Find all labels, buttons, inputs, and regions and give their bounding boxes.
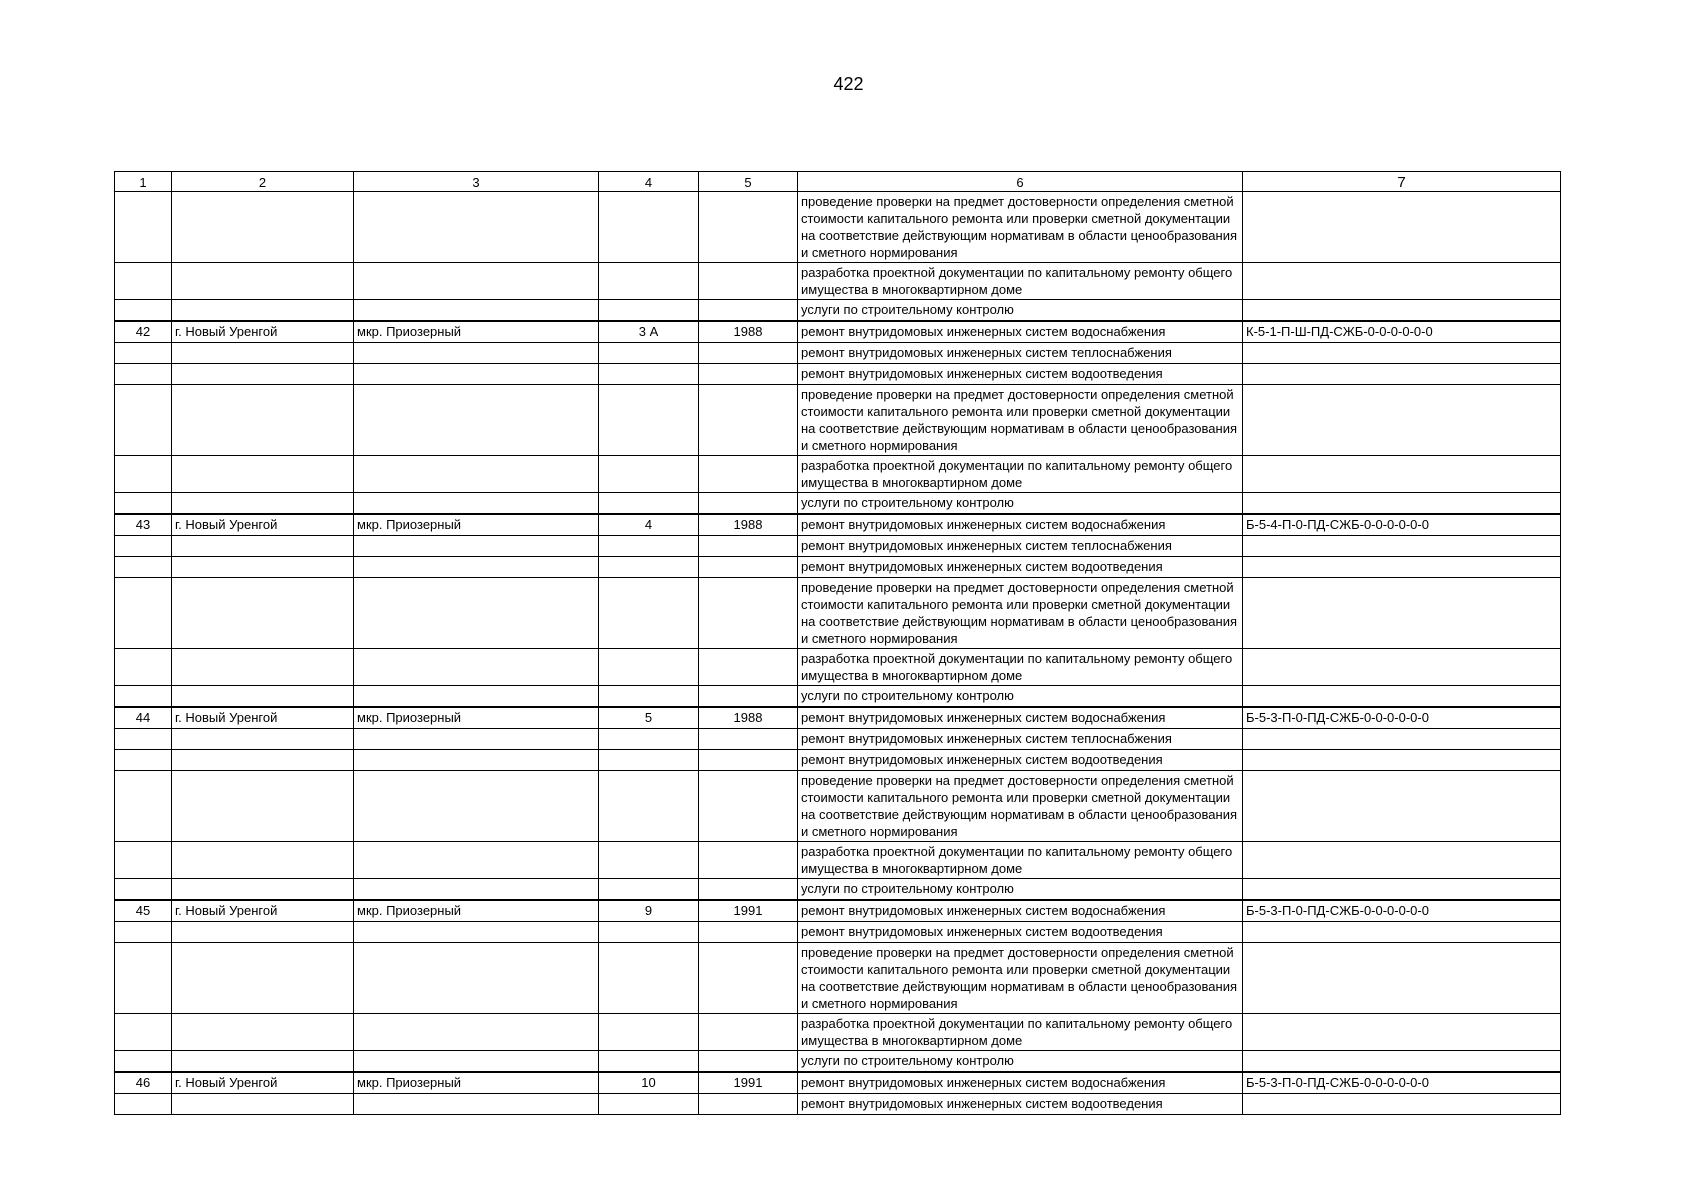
row-number-cell bbox=[115, 1094, 172, 1115]
house-number-cell bbox=[599, 922, 699, 943]
code-cell bbox=[1243, 879, 1561, 901]
work-type-cell: услуги по строительному контролю bbox=[798, 686, 1243, 708]
city-cell: г. Новый Уренгой bbox=[172, 514, 354, 536]
house-number-cell: 5 bbox=[599, 707, 699, 729]
street-cell bbox=[354, 557, 599, 578]
house-number-cell: 3 А bbox=[599, 321, 699, 343]
work-type-cell: услуги по строительному контролю bbox=[798, 879, 1243, 901]
work-type-cell: ремонт внутридомовых инженерных систем водоотведения bbox=[798, 922, 1243, 943]
year-cell bbox=[699, 1051, 798, 1073]
street-cell bbox=[354, 536, 599, 557]
work-type-cell: услуги по строительному контролю bbox=[798, 300, 1243, 322]
street-cell bbox=[354, 842, 599, 879]
year-cell bbox=[699, 1014, 798, 1051]
house-number-cell bbox=[599, 343, 699, 364]
code-cell bbox=[1243, 943, 1561, 1014]
header-col-1: 1 bbox=[115, 172, 172, 192]
code-cell bbox=[1243, 364, 1561, 385]
row-number-cell bbox=[115, 364, 172, 385]
city-cell bbox=[172, 879, 354, 901]
street-cell: мкр. Приозерный bbox=[354, 1072, 599, 1094]
table-row bbox=[115, 1014, 1561, 1051]
street-cell bbox=[354, 493, 599, 515]
street-cell: мкр. Приозерный bbox=[354, 321, 599, 343]
table-row bbox=[115, 456, 1561, 493]
table-row bbox=[115, 578, 1561, 649]
work-type-cell: проведение проверки на предмет достоверности определения сметной стоимости капитального ремонта или проверки сметной документации на соответствие действующим нормативам в области ценообразования и сметного нормирования bbox=[798, 192, 1243, 263]
year-cell bbox=[699, 649, 798, 686]
table-row bbox=[115, 1072, 1561, 1094]
code-cell bbox=[1243, 263, 1561, 300]
table-row bbox=[115, 343, 1561, 364]
work-type-cell: ремонт внутридомовых инженерных систем водоснабжения bbox=[798, 900, 1243, 922]
work-type-cell: проведение проверки на предмет достоверности определения сметной стоимости капитального ремонта или проверки сметной документации на соответствие действующим нормативам в области ценообразования и сметного нормирования bbox=[798, 385, 1243, 456]
table-row bbox=[115, 879, 1561, 901]
city-cell bbox=[172, 493, 354, 515]
table-row bbox=[115, 321, 1561, 343]
street-cell bbox=[354, 1051, 599, 1073]
row-number-cell: 42 bbox=[115, 321, 172, 343]
city-cell bbox=[172, 1051, 354, 1073]
city-cell bbox=[172, 729, 354, 750]
row-number-cell bbox=[115, 729, 172, 750]
city-cell bbox=[172, 649, 354, 686]
city-cell bbox=[172, 456, 354, 493]
year-cell bbox=[699, 385, 798, 456]
code-cell bbox=[1243, 343, 1561, 364]
street-cell bbox=[354, 578, 599, 649]
code-cell bbox=[1243, 557, 1561, 578]
code-cell bbox=[1243, 192, 1561, 263]
row-number-cell bbox=[115, 879, 172, 901]
street-cell bbox=[354, 456, 599, 493]
code-cell bbox=[1243, 649, 1561, 686]
row-number-cell bbox=[115, 300, 172, 322]
work-type-cell: ремонт внутридомовых инженерных систем водоотведения bbox=[798, 1094, 1243, 1115]
code-cell bbox=[1243, 578, 1561, 649]
row-number-cell bbox=[115, 686, 172, 708]
house-number-cell bbox=[599, 578, 699, 649]
work-type-cell: ремонт внутридомовых инженерных систем теплоснабжения bbox=[798, 343, 1243, 364]
header-col-2: 2 bbox=[172, 172, 354, 192]
street-cell bbox=[354, 385, 599, 456]
street-cell: мкр. Приозерный bbox=[354, 900, 599, 922]
work-type-cell: разработка проектной документации по капитальному ремонту общего имущества в многоквартирном доме bbox=[798, 842, 1243, 879]
code-cell bbox=[1243, 750, 1561, 771]
row-number-cell bbox=[115, 192, 172, 263]
city-cell bbox=[172, 750, 354, 771]
house-number-cell bbox=[599, 686, 699, 708]
street-cell bbox=[354, 943, 599, 1014]
house-number-cell bbox=[599, 649, 699, 686]
code-cell: Б-5-3-П-0-ПД-СЖБ-0-0-0-0-0-0 bbox=[1243, 900, 1561, 922]
work-type-cell: ремонт внутридомовых инженерных систем водоснабжения bbox=[798, 707, 1243, 729]
table-row bbox=[115, 536, 1561, 557]
code-cell bbox=[1243, 922, 1561, 943]
header-col-4: 4 bbox=[599, 172, 699, 192]
code-cell bbox=[1243, 729, 1561, 750]
code-cell: Б-5-3-П-0-ПД-СЖБ-0-0-0-0-0-0 bbox=[1243, 707, 1561, 729]
year-cell bbox=[699, 1094, 798, 1115]
work-type-cell: услуги по строительному контролю bbox=[798, 1051, 1243, 1073]
street-cell bbox=[354, 343, 599, 364]
table-row bbox=[115, 263, 1561, 300]
year-cell bbox=[699, 456, 798, 493]
street-cell bbox=[354, 364, 599, 385]
header-row bbox=[115, 172, 1561, 192]
work-type-cell: ремонт внутридомовых инженерных систем теплоснабжения bbox=[798, 729, 1243, 750]
house-number-cell bbox=[599, 1094, 699, 1115]
table-row bbox=[115, 842, 1561, 879]
street-cell bbox=[354, 263, 599, 300]
table-row bbox=[115, 1051, 1561, 1073]
work-type-cell: разработка проектной документации по капитальному ремонту общего имущества в многоквартирном доме bbox=[798, 649, 1243, 686]
house-number-cell: 10 bbox=[599, 1072, 699, 1094]
code-cell bbox=[1243, 686, 1561, 708]
house-number-cell bbox=[599, 300, 699, 322]
house-number-cell bbox=[599, 493, 699, 515]
row-number-cell bbox=[115, 1051, 172, 1073]
year-cell bbox=[699, 536, 798, 557]
street-cell bbox=[354, 879, 599, 901]
city-cell bbox=[172, 578, 354, 649]
work-type-cell: ремонт внутридомовых инженерных систем водоснабжения bbox=[798, 321, 1243, 343]
city-cell bbox=[172, 300, 354, 322]
header-col-6: 6 bbox=[798, 172, 1243, 192]
house-number-cell bbox=[599, 536, 699, 557]
year-cell bbox=[699, 943, 798, 1014]
city-cell: г. Новый Уренгой bbox=[172, 900, 354, 922]
work-type-cell: проведение проверки на предмет достоверности определения сметной стоимости капитального ремонта или проверки сметной документации на соответствие действующим нормативам в области ценообразования и сметного нормирования bbox=[798, 943, 1243, 1014]
work-type-cell: разработка проектной документации по капитальному ремонту общего имущества в многоквартирном доме bbox=[798, 456, 1243, 493]
row-number-cell bbox=[115, 771, 172, 842]
code-cell bbox=[1243, 842, 1561, 879]
street-cell bbox=[354, 192, 599, 263]
table-row bbox=[115, 649, 1561, 686]
year-cell bbox=[699, 557, 798, 578]
row-number-cell bbox=[115, 557, 172, 578]
street-cell bbox=[354, 686, 599, 708]
year-cell bbox=[699, 771, 798, 842]
street-cell bbox=[354, 922, 599, 943]
table-header bbox=[115, 172, 1561, 192]
year-cell bbox=[699, 879, 798, 901]
row-number-cell: 44 bbox=[115, 707, 172, 729]
street-cell bbox=[354, 750, 599, 771]
code-cell bbox=[1243, 1051, 1561, 1073]
work-type-cell: ремонт внутридомовых инженерных систем водоотведения bbox=[798, 557, 1243, 578]
work-type-cell: проведение проверки на предмет достоверности определения сметной стоимости капитального ремонта или проверки сметной документации на соответствие действующим нормативам в области ценообразования и сметного нормирования bbox=[798, 578, 1243, 649]
house-number-cell bbox=[599, 771, 699, 842]
row-number-cell bbox=[115, 1014, 172, 1051]
work-type-cell: ремонт внутридомовых инженерных систем теплоснабжения bbox=[798, 536, 1243, 557]
row-number-cell bbox=[115, 578, 172, 649]
row-number-cell: 43 bbox=[115, 514, 172, 536]
year-cell bbox=[699, 343, 798, 364]
city-cell: г. Новый Уренгой bbox=[172, 1072, 354, 1094]
table-row bbox=[115, 750, 1561, 771]
house-number-cell bbox=[599, 1051, 699, 1073]
year-cell bbox=[699, 364, 798, 385]
code-cell bbox=[1243, 1014, 1561, 1051]
year-cell: 1988 bbox=[699, 707, 798, 729]
header-col-7: 7 bbox=[1243, 172, 1561, 192]
street-cell: мкр. Приозерный bbox=[354, 514, 599, 536]
work-type-cell: ремонт внутридомовых инженерных систем водоснабжения bbox=[798, 1072, 1243, 1094]
year-cell: 1988 bbox=[699, 321, 798, 343]
house-number-cell bbox=[599, 456, 699, 493]
table-row bbox=[115, 493, 1561, 515]
city-cell bbox=[172, 771, 354, 842]
city-cell bbox=[172, 1014, 354, 1051]
row-number-cell: 46 bbox=[115, 1072, 172, 1094]
street-cell bbox=[354, 649, 599, 686]
year-cell bbox=[699, 493, 798, 515]
table-body bbox=[115, 192, 1561, 1115]
table-row bbox=[115, 729, 1561, 750]
table-row bbox=[115, 364, 1561, 385]
year-cell bbox=[699, 842, 798, 879]
table-row bbox=[115, 557, 1561, 578]
house-number-cell bbox=[599, 842, 699, 879]
work-type-cell: проведение проверки на предмет достоверности определения сметной стоимости капитального ремонта или проверки сметной документации на соответствие действующим нормативам в области ценообразования и сметного нормирования bbox=[798, 771, 1243, 842]
work-type-cell: разработка проектной документации по капитальному ремонту общего имущества в многоквартирном доме bbox=[798, 1014, 1243, 1051]
house-number-cell bbox=[599, 1014, 699, 1051]
table-row bbox=[115, 771, 1561, 842]
year-cell bbox=[699, 300, 798, 322]
code-cell bbox=[1243, 1094, 1561, 1115]
city-cell bbox=[172, 842, 354, 879]
code-cell: Б-5-4-П-0-ПД-СЖБ-0-0-0-0-0-0 bbox=[1243, 514, 1561, 536]
page-number: 422 bbox=[833, 74, 864, 94]
code-cell bbox=[1243, 536, 1561, 557]
year-cell bbox=[699, 750, 798, 771]
house-number-cell bbox=[599, 364, 699, 385]
house-number-cell bbox=[599, 879, 699, 901]
house-number-cell: 4 bbox=[599, 514, 699, 536]
code-cell bbox=[1243, 456, 1561, 493]
row-number-cell bbox=[115, 842, 172, 879]
city-cell bbox=[172, 557, 354, 578]
street-cell: мкр. Приозерный bbox=[354, 707, 599, 729]
city-cell bbox=[172, 1094, 354, 1115]
city-cell bbox=[172, 263, 354, 300]
city-cell bbox=[172, 686, 354, 708]
year-cell bbox=[699, 578, 798, 649]
row-number-cell bbox=[115, 385, 172, 456]
table-row bbox=[115, 1094, 1561, 1115]
city-cell bbox=[172, 385, 354, 456]
work-type-cell: разработка проектной документации по капитальному ремонту общего имущества в многоквартирном доме bbox=[798, 263, 1243, 300]
capital-repair-table bbox=[114, 171, 1561, 1115]
house-number-cell: 9 bbox=[599, 900, 699, 922]
code-cell: К-5-1-П-Ш-ПД-СЖБ-0-0-0-0-0-0 bbox=[1243, 321, 1561, 343]
row-number-cell: 45 bbox=[115, 900, 172, 922]
row-number-cell bbox=[115, 750, 172, 771]
house-number-cell bbox=[599, 385, 699, 456]
code-cell bbox=[1243, 385, 1561, 456]
row-number-cell bbox=[115, 343, 172, 364]
city-cell: г. Новый Уренгой bbox=[172, 321, 354, 343]
code-cell bbox=[1243, 300, 1561, 322]
street-cell bbox=[354, 1094, 599, 1115]
row-number-cell bbox=[115, 536, 172, 557]
house-number-cell bbox=[599, 729, 699, 750]
year-cell bbox=[699, 263, 798, 300]
house-number-cell bbox=[599, 192, 699, 263]
work-type-cell: ремонт внутридомовых инженерных систем водоотведения bbox=[798, 750, 1243, 771]
table-row bbox=[115, 514, 1561, 536]
header-col-3: 3 bbox=[354, 172, 599, 192]
table-row bbox=[115, 686, 1561, 708]
header-col-5: 5 bbox=[699, 172, 798, 192]
year-cell: 1991 bbox=[699, 1072, 798, 1094]
street-cell bbox=[354, 771, 599, 842]
year-cell: 1991 bbox=[699, 900, 798, 922]
code-cell bbox=[1243, 771, 1561, 842]
city-cell bbox=[172, 343, 354, 364]
table-row bbox=[115, 900, 1561, 922]
code-cell: Б-5-3-П-0-ПД-СЖБ-0-0-0-0-0-0 bbox=[1243, 1072, 1561, 1094]
year-cell bbox=[699, 729, 798, 750]
house-number-cell bbox=[599, 943, 699, 1014]
table-row bbox=[115, 385, 1561, 456]
row-number-cell bbox=[115, 922, 172, 943]
house-number-cell bbox=[599, 263, 699, 300]
row-number-cell bbox=[115, 263, 172, 300]
city-cell bbox=[172, 922, 354, 943]
city-cell bbox=[172, 364, 354, 385]
city-cell bbox=[172, 192, 354, 263]
street-cell bbox=[354, 300, 599, 322]
house-number-cell bbox=[599, 557, 699, 578]
work-type-cell: ремонт внутридомовых инженерных систем водоснабжения bbox=[798, 514, 1243, 536]
year-cell bbox=[699, 922, 798, 943]
table-row bbox=[115, 707, 1561, 729]
city-cell bbox=[172, 536, 354, 557]
city-cell bbox=[172, 943, 354, 1014]
year-cell bbox=[699, 686, 798, 708]
table-row bbox=[115, 943, 1561, 1014]
table-row bbox=[115, 192, 1561, 263]
row-number-cell bbox=[115, 456, 172, 493]
row-number-cell bbox=[115, 493, 172, 515]
house-number-cell bbox=[599, 750, 699, 771]
street-cell bbox=[354, 1014, 599, 1051]
work-type-cell: услуги по строительному контролю bbox=[798, 493, 1243, 515]
year-cell bbox=[699, 192, 798, 263]
street-cell bbox=[354, 729, 599, 750]
table-row bbox=[115, 300, 1561, 322]
table-row bbox=[115, 922, 1561, 943]
row-number-cell bbox=[115, 943, 172, 1014]
city-cell: г. Новый Уренгой bbox=[172, 707, 354, 729]
year-cell: 1988 bbox=[699, 514, 798, 536]
code-cell bbox=[1243, 493, 1561, 515]
work-type-cell: ремонт внутридомовых инженерных систем водоотведения bbox=[798, 364, 1243, 385]
row-number-cell bbox=[115, 649, 172, 686]
